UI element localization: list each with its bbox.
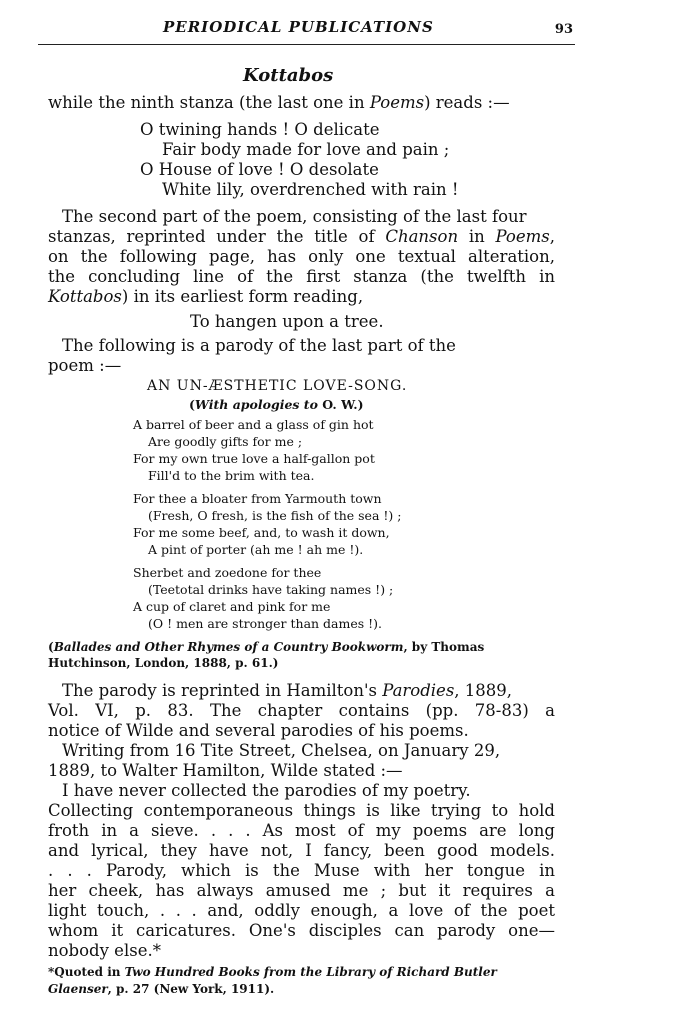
parody-line: (Teetotal drinks have taking names !) ; xyxy=(148,582,394,597)
letter-line: . . . Parody, which is the Muse with her tongue in xyxy=(48,861,555,880)
stanza-line: White lily, overdrenched with rain ! xyxy=(162,180,459,199)
letter-line: whom it caricatures. One's disciples can parody one— xyxy=(48,921,555,940)
letter-line: I have never collected the parodies of my poetry. xyxy=(62,781,471,800)
letter-line: nobody else.* xyxy=(48,941,161,960)
paragraph-line: 1889, to Walter Hamilton, Wilde stated :— xyxy=(48,761,403,780)
letter-line: and lyrical, they have not, I fancy, been good models. xyxy=(48,841,555,860)
stanza-line: Fair body made for love and pain ; xyxy=(162,140,450,159)
parody-line: A cup of claret and pink for me xyxy=(133,599,331,614)
parody-line: A barrel of beer and a glass of gin hot xyxy=(133,417,374,432)
quoted-line: To hangen upon a tree. xyxy=(190,312,384,331)
paragraph-line: The second part of the poem, consisting of the last four xyxy=(62,207,527,226)
paragraph-line: the concluding line of the first stanza (the twelfth in xyxy=(48,267,555,286)
parody-line: Are goodly gifts for me ; xyxy=(148,434,303,449)
paragraph-line: The parody is reprinted in Hamilton's Parodies, 1889, xyxy=(62,681,513,700)
parody-subtitle: (With apologies to O. W.) xyxy=(189,397,364,412)
letter-line: her cheek, has always amused me ; but it requires a xyxy=(48,881,555,900)
parody-line: For thee a bloater from Yarmouth town xyxy=(133,491,382,506)
running-head: PERIODICAL PUBLICATIONS xyxy=(163,18,434,36)
parody-line: (O ! men are stronger than dames !). xyxy=(148,616,383,631)
page-header xyxy=(38,16,575,45)
paragraph-line: Writing from 16 Tite Street, Chelsea, on January 29, xyxy=(62,741,501,760)
stanza-line: O twining hands ! O delicate xyxy=(140,120,380,139)
letter-line: Collecting contemporaneous things is like trying to hold xyxy=(48,801,555,820)
footnote: *Quoted in Two Hundred Books from the Library of Richard Butler xyxy=(48,965,497,979)
letter-line: light touch, . . . and, oddly enough, a love of the poet xyxy=(48,901,555,920)
parody-line: For me some beef, and, to wash it down, xyxy=(133,525,390,540)
letter-line: froth in a sieve. . . . As most of my poems are long xyxy=(48,821,555,840)
paragraph-line: notice of Wilde and several parodies of his poems. xyxy=(48,721,469,740)
parody-source: Hutchinson, London, 1888, p. 61.) xyxy=(48,656,279,670)
parody-line: For my own true love a half-gallon pot xyxy=(133,451,375,466)
page-number: 93 xyxy=(554,22,573,37)
parody-line: Sherbet and zoedone for thee xyxy=(133,565,322,580)
footnote: Glaenser, p. 27 (New York, 1911). xyxy=(48,982,275,996)
parody-line: (Fresh, O fresh, is the fish of the sea !) ; xyxy=(148,508,402,523)
intro-line: while the ninth stanza (the last one in Poems) reads :— xyxy=(48,93,510,112)
parody-source: (Ballades and Other Rhymes of a Country Bookworm, by Thomas xyxy=(48,640,485,654)
paragraph-line: on the following page, has only one textual alteration, xyxy=(48,247,555,266)
section-title: Kottabos xyxy=(243,65,334,86)
parody-title: AN UN-ÆSTHETIC LOVE-SONG. xyxy=(147,378,408,394)
parody-line: Fill'd to the brim with tea. xyxy=(148,468,315,483)
parody-line: A pint of porter (ah me ! ah me !). xyxy=(148,542,364,557)
paragraph-line: poem :— xyxy=(48,356,122,375)
paragraph-line: Kottabos) in its earliest form reading, xyxy=(48,287,364,306)
paragraph-line: stanzas, reprinted under the title of Chanson in Poems, xyxy=(48,227,555,246)
paragraph-line: Vol. VI, p. 83. The chapter contains (pp. 78-83) a xyxy=(48,701,555,720)
stanza-line: O House of love ! O desolate xyxy=(140,160,379,179)
paragraph-line: The following is a parody of the last part of the xyxy=(62,336,456,355)
